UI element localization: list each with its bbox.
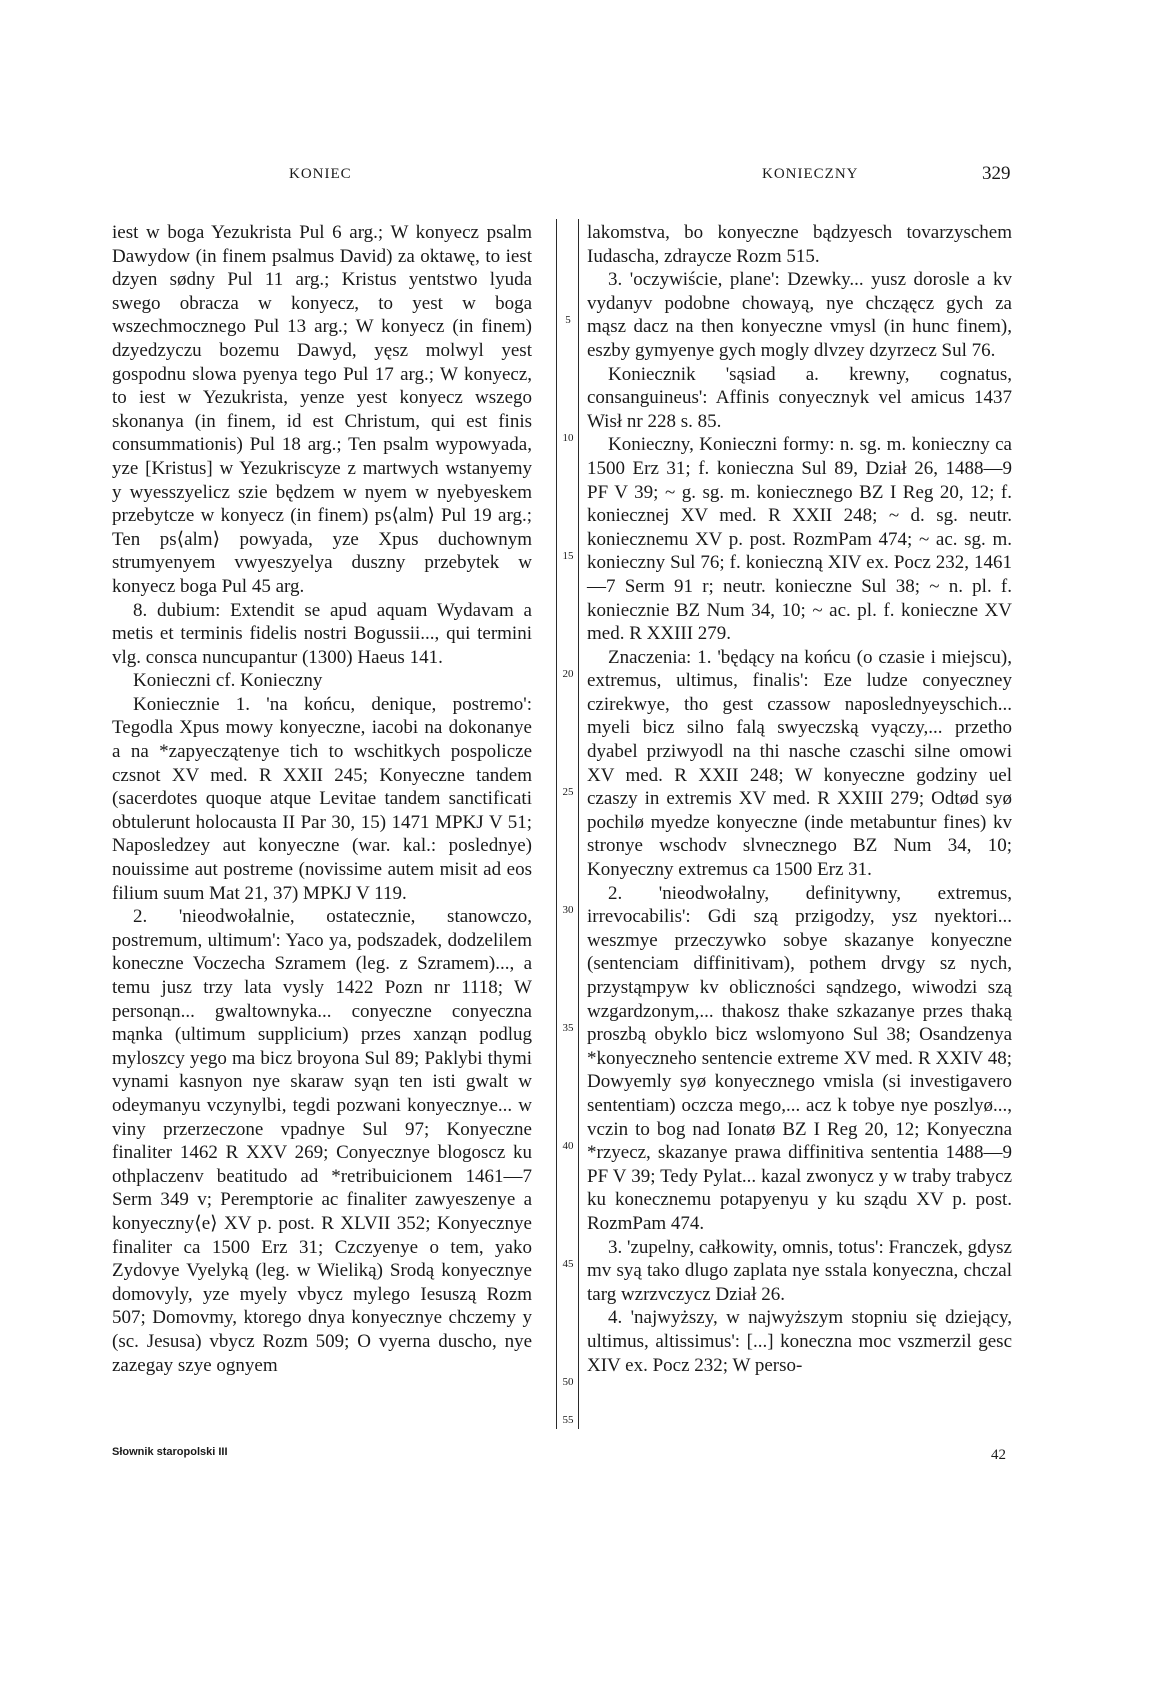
line-number: 40 [562, 1140, 574, 1152]
entry-paragraph: Koniecznie 1. 'na końcu, denique, postremo': Tegodla Xpus mowy konyeczne, iacobi na dokonanye a na *zapyeczątenye tich to wschitkych pospolicze czsnot XV med. R XXII 245; Konyeczne tandem (sacerdotes quoque atque Levitae tandem sanctificati obtulerunt holocausta II Par 30, 15) 1471 MPKJ V 51; Naposledzey aut konyeczne (war. kal.: poslednye) nouissime aut postreme (novissime autem misit ad eos filium suum Mat 21, 37) MPKJ V 119. [112, 693, 532, 904]
line-number: 10 [562, 432, 574, 444]
entry-paragraph: 2. 'nieodwołalnie, ostatecznie, stanowczo, postremum, ultimum': Yaco ya, podszadek, dodzelilem koneczne Voczecha Szramem (leg. z Szramem)..., a temu jusz trzy lata vysly 1422 Pozn nr 1118; W personąn... gwaltownyka... conyeczne conyeczna mąnka (ultimum supplicium) przes xanząn podlug myloszcy yego ma bicz broyona Sul 89; Paklybi thymi vynami kasnyon nye skaraw syąn ten isti gwalt w odeymanyu vczynylbi, tegdi pozwani konyecznye... w viny przerzeczone vpadnye Sul 97; Konyeczne finaliter 1462 R XXV 269; Conyecznye blogoscz ku othplaczenv beatitudo ad *retribuicionem 1461—7 Serm 349 v; Peremptorie ac finaliter zawyeszenye a konyeczny⟨e⟩ XV p. post. R XLVII 352; Konyecznye finaliter ca 1500 Erz 31; Czczyenye o tem, yako Zydovye Vyelyką (leg. w Wieliką) Srodą konyecznye domovyly, yze myely vbycz mylego Iesuszą Rozm 507; Domovmy, ktorego dnya konyecznye chczemy y (sc. Jesusa) vbycz Rozm 509; O vyerna duscho, nye zazegay szye ognyem [112, 906, 532, 1376]
line-number: 55 [562, 1414, 574, 1426]
entry-paragraph: 4. 'najwyższy, w najwyższym stopniu się dziejący, ultimus, altissimus': [...] koneczna moc vszmerzil gesc XIV ex. Pocz 232; W perso- [587, 1307, 1012, 1376]
entry-paragraph: Koniecznik 'sąsiad a. krewny, cognatus, consanguineus': Affinis conyecznyk vel amicus 1437 Wisł nr 228 s. 85. [587, 363, 1012, 432]
right-column [587, 221, 1012, 1377]
entry-paragraph: lakomstva, bo konyeczne bądzyesch tovarzyschem Iudascha, zdraycze Rozm 515. [587, 222, 1012, 267]
column-rule-left [556, 219, 557, 1429]
line-number: 5 [565, 314, 571, 326]
entry-paragraph: 2. 'nieodwołalny, definitywny, extremus, irrevocabilis': Gdi szą przigodzy, ysz nyektori... weszmye przeczywko sobye skazanye konyeczne (sentenciam diffinitivam), pothem drvgy sz nych, przystąmpyw kv obliczności sąndzego, wiwodzi szą wzgardzonym,... thakosz thake szkazanye przes thaką proszbą obyklo bicz wslomyono Sul 38; Osandzenya *konyeczneho sentencie extreme XV med. R XXIV 48; Dowyemly syø konyecznego vmisla (si investigavero sententiam) oczcza mego,... acz k tobye nye poszlyø..., vczin to bog nad Ionatø BZ I Reg 20, 12; Konyeczna *rzyecz, skazanye prawa diffinitiva sententia 1488—9 PF V 39; Tedy Pylat... kazal zwonycz y w traby trabycz ku konecznemu potapyenyu y ku sządu XV p. post. RozmPam 474. [587, 882, 1012, 1234]
running-head-left: KONIEC [289, 166, 352, 182]
page-number: 329 [982, 163, 1011, 184]
line-number: 25 [562, 786, 574, 798]
line-number: 35 [562, 1022, 574, 1034]
entry-paragraph: Konieczni cf. Konieczny [133, 670, 323, 692]
line-number: 50 [562, 1376, 574, 1388]
left-column [112, 221, 532, 1377]
line-number: 30 [562, 904, 574, 916]
entry-paragraph: 3. 'oczywiście, plane': Dzewky... yusz dorosle a kv vydanyv podobne chowayą, nye chcząęcz gych za mąsz dacz na then konyeczne vmysl (in hunc finem), eszby gymyenye gych mogly dlvzey dzyrzecz Sul 76. [587, 269, 1012, 361]
line-number: 45 [562, 1258, 574, 1270]
entry-paragraph: 8. dubium: Extendit se apud aquam Wydavam a metis et terminis fidelis nostri Bogussii..., qui termini vlg. consca nuncupantur (1300) Haeus 141. [112, 599, 532, 668]
column-rule-right [578, 219, 579, 1429]
entry-paragraph: 3. 'zupelny, całkowity, omnis, totus': Franczek, gdysz mv syą tako dlugo zaplata nye sstala konyeczna, chczal targ wzrzvczycz Dział 26. [587, 1236, 1012, 1305]
running-head-right: KONIECZNY [762, 166, 859, 182]
line-number: 20 [562, 668, 574, 680]
line-number: 15 [562, 550, 574, 562]
signature-number: 42 [991, 1447, 1006, 1463]
entry-paragraph: iest w boga Yezukrista Pul 6 arg.; W konyecz psalm Dawydow (in finem psalmus David) za oktawę, to iest dzyen sødny Pul 11 arg.; Kristus yentstwo lyuda swego obracza w konyecz, to yest w boga wszechmocznego Pul 13 arg.; W konyecz (in finem) dzyedzyczu bozemu Dawyd, yęsz molwyl yest gospodnu slowa pyenya tego Pul 17 arg.; W konyecz, to iest w Yezukrista, yenze yest konyecz wszego skonanya (in finem, id est Christum, qui est finis consummationis) Pul 18 arg.; Ten psalm wypowyada, yze [Kristus] w Yezukriscyze z martwych wstanyemy y wyesszyelicz szie będzem w nyem w nyebyeskem przebytcze w konyecz (in finem) ps⟨alm⟩ Pul 19 arg.; Ten ps⟨alm⟩ powyada, yze Xpus duchownym strumyenyem vwyeszyelya duszny przebytek w konyecz boga Pul 45 arg. [112, 222, 532, 597]
entry-paragraph: Znaczenia: 1. 'będący na końcu (o czasie i miejscu), extremus, ultimus, finalis': Eze ludze conyeczney czirekwye, tho gest czassow naposlednyeyschich... myeli bicz silno falą swyeczską vyączy,... przetho dyabel prziwyodl na thi nasche czaschi silne omowi XV med. R XXII 248; W konyeczne godziny uel czaszy in extremis XV med. R XXIII 279; Odtød syø pochilø myedze konyeczne (inde metabuntur fines) kv stronye wschodv slvnecznego BZ Num 34, 10; Konyeczny extremus ca 1500 Erz 31. [587, 646, 1012, 881]
entry-paragraph: Konieczny, Konieczni formy: n. sg. m. konieczny ca 1500 Erz 31; f. konieczna Sul 89, Dział 26, 1488—9 PF V 39; ~ g. sg. m. koniecznego BZ I Reg 20, 12; f. koniecznej XV med. R XXII 248; ~ d. sg. neutr. koniecznemu XV p. post. RozmPam 474; ~ ac. sg. m. konieczny Sul 76; f. konieczną XIV ex. Pocz 232, 1461—7 Serm 91 r; neutr. konieczne Sul 38; ~ n. pl. f. koniecznie BZ Num 34, 10; ~ ac. pl. f. konieczne XV med. R XXIII 279. [587, 434, 1012, 645]
footer-book-title: Słownik staropolski III [112, 1446, 228, 1458]
